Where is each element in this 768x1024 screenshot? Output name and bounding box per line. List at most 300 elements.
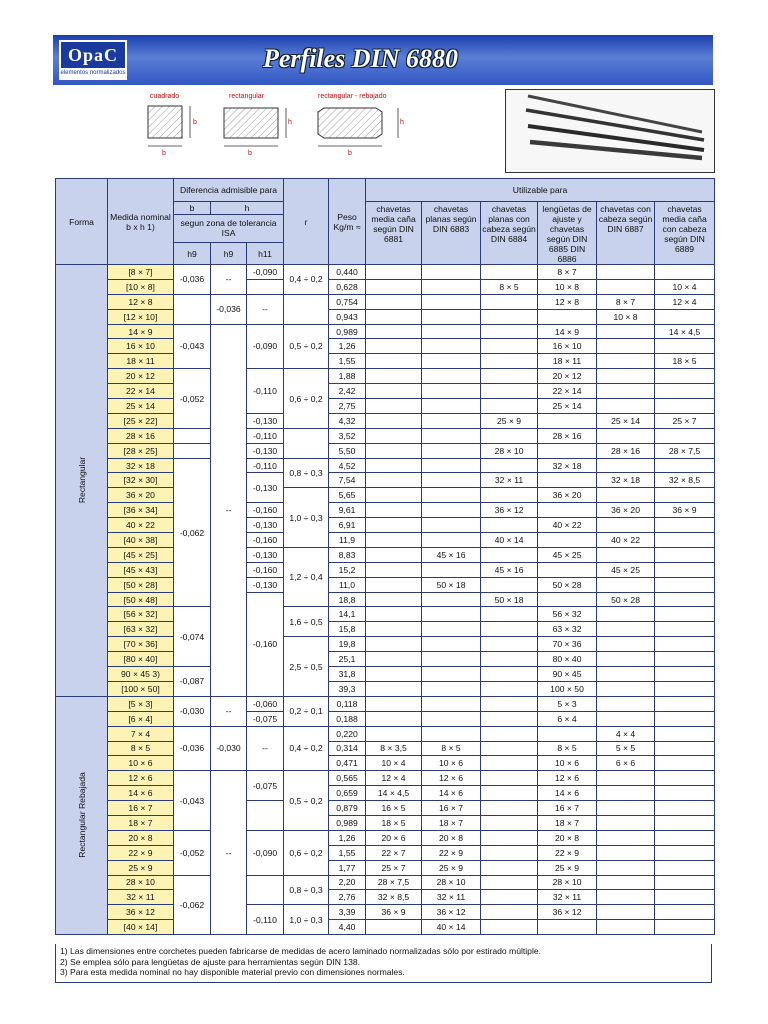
table-row — [56, 905, 715, 920]
din6883-cell — [422, 369, 481, 384]
din6889-cell — [655, 815, 715, 830]
din6884-cell — [481, 458, 538, 473]
din6885-cell — [538, 726, 597, 741]
header-din6883: chavetas planas según DIN 6883 — [422, 202, 481, 265]
table-row — [56, 443, 715, 458]
peso-cell: 0,188 — [329, 711, 366, 726]
table-row — [56, 324, 715, 339]
tolerance-h11-cell — [247, 801, 284, 831]
header-din6889: chavetas media caña con cabeza según DIN 6889 — [655, 202, 715, 265]
header-banner — [53, 35, 713, 85]
din6883-cell — [422, 473, 481, 488]
din6884-cell — [481, 830, 538, 845]
din6885-cell: 18 × 7 — [538, 815, 597, 830]
din6889-cell — [655, 801, 715, 816]
din6885-cell: 63 × 32 — [538, 622, 597, 637]
din6881-cell: 25 × 7 — [366, 860, 422, 875]
medida-cell: [56 × 32] — [108, 607, 174, 622]
peso-cell: 25,1 — [329, 652, 366, 667]
din6883-cell: 8 × 5 — [422, 741, 481, 756]
din6884-cell: 36 × 12 — [481, 503, 538, 518]
din6885-cell — [538, 309, 597, 324]
din6884-cell — [481, 309, 538, 324]
medida-cell: [50 × 28] — [108, 577, 174, 592]
tolerance-h9-cell: -- — [211, 771, 247, 935]
din6889-cell: 12 × 4 — [655, 294, 715, 309]
din6885-cell — [538, 443, 597, 458]
table-row — [56, 741, 715, 756]
din6883-cell — [422, 324, 481, 339]
din6887-cell: 10 × 8 — [597, 309, 655, 324]
medida-cell: 12 × 6 — [108, 771, 174, 786]
din6889-cell: 25 × 7 — [655, 413, 715, 428]
din6883-cell — [422, 667, 481, 682]
medida-cell: [45 × 25] — [108, 547, 174, 562]
din6885-cell: 32 × 11 — [538, 890, 597, 905]
din6884-cell — [481, 667, 538, 682]
footnotes — [55, 944, 712, 983]
din6883-cell — [422, 428, 481, 443]
din6885-cell: 28 × 16 — [538, 428, 597, 443]
din6887-cell — [597, 652, 655, 667]
din6889-cell — [655, 592, 715, 607]
header-h9-h: h9 — [211, 243, 247, 265]
tolerance-b-cell — [174, 294, 211, 324]
header-din6884: chavetas planas con cabeza según DIN 6884 — [481, 202, 538, 265]
forma-group-cell — [56, 696, 108, 934]
footnote-1: 1) Las dimensiones entre corchetes pueden fabricarse de medidas de acero laminado normalizadas sólo por estirado múltiple. — [60, 946, 542, 956]
din6887-cell: 8 × 7 — [597, 294, 655, 309]
din6884-cell — [481, 265, 538, 280]
medida-cell: [50 × 48] — [108, 592, 174, 607]
peso-cell: 0,471 — [329, 756, 366, 771]
table-row — [56, 428, 715, 443]
din6884-cell — [481, 920, 538, 935]
din6887-cell — [597, 771, 655, 786]
table-row — [56, 890, 715, 905]
peso-cell: 3,39 — [329, 905, 366, 920]
medida-cell: 22 × 9 — [108, 845, 174, 860]
din6884-cell — [481, 845, 538, 860]
peso-cell: 0,628 — [329, 279, 366, 294]
din6887-cell — [597, 860, 655, 875]
tolerance-h11-cell: -0,090 — [247, 265, 284, 280]
medida-cell: [12 × 10] — [108, 309, 174, 324]
din6885-cell: 18 × 11 — [538, 354, 597, 369]
din6881-cell: 18 × 5 — [366, 815, 422, 830]
din6889-cell — [655, 890, 715, 905]
din6884-cell — [481, 294, 538, 309]
radius-cell: 0,8 ÷ 0,3 — [284, 875, 329, 905]
din6881-cell — [366, 562, 422, 577]
table-row — [56, 652, 715, 667]
tolerance-h11-cell — [247, 875, 284, 905]
medida-cell: 7 × 4 — [108, 726, 174, 741]
din6889-cell — [655, 681, 715, 696]
header-h9-b: h9 — [174, 243, 211, 265]
table-row — [56, 726, 715, 741]
din6884-cell — [481, 696, 538, 711]
peso-cell: 19,8 — [329, 637, 366, 652]
forma-group-label: Rectangular Rebajada — [76, 772, 87, 859]
din6883-cell — [422, 294, 481, 309]
din6884-cell — [481, 652, 538, 667]
medida-cell: [10 × 8] — [108, 279, 174, 294]
din6883-cell: 28 × 10 — [422, 875, 481, 890]
peso-cell: 14,1 — [329, 607, 366, 622]
peso-cell: 1,77 — [329, 860, 366, 875]
din6885-cell: 32 × 18 — [538, 458, 597, 473]
din6885-cell: 8 × 5 — [538, 741, 597, 756]
din6883-cell — [422, 622, 481, 637]
din6883-cell — [422, 309, 481, 324]
medida-cell: 20 × 12 — [108, 369, 174, 384]
din6883-cell: 10 × 6 — [422, 756, 481, 771]
din6883-cell — [422, 518, 481, 533]
din6885-cell — [538, 503, 597, 518]
din6885-cell — [538, 920, 597, 935]
din6883-cell: 18 × 7 — [422, 815, 481, 830]
din6885-cell — [538, 592, 597, 607]
medida-cell: 36 × 20 — [108, 488, 174, 503]
header-h: h — [211, 202, 284, 215]
din6881-cell — [366, 443, 422, 458]
header-din6887: chavetas con cabeza según DIN 6887 — [597, 202, 655, 265]
tolerance-h11-cell: -0,130 — [247, 413, 284, 428]
din6883-cell: 20 × 8 — [422, 830, 481, 845]
tolerance-b-cell: -0,036 — [174, 265, 211, 295]
din6881-cell — [366, 622, 422, 637]
tolerance-h9-cell: -- — [211, 696, 247, 726]
din6889-cell: 14 × 4,5 — [655, 324, 715, 339]
medida-cell: 25 × 9 — [108, 860, 174, 875]
table-row — [56, 265, 715, 280]
din6885-cell: 20 × 8 — [538, 830, 597, 845]
forma-group-cell — [56, 265, 108, 697]
din6883-cell: 45 × 16 — [422, 547, 481, 562]
din6887-cell — [597, 890, 655, 905]
medida-cell: 18 × 11 — [108, 354, 174, 369]
peso-cell: 5,50 — [329, 443, 366, 458]
tolerance-h9-cell: -0,036 — [211, 294, 247, 324]
tolerance-h11-cell: -0,110 — [247, 369, 284, 414]
table-row — [56, 607, 715, 622]
header-zona: segun zona de tolerancia ISA — [174, 214, 284, 243]
medida-cell: [100 × 50] — [108, 681, 174, 696]
din6885-cell — [538, 473, 597, 488]
din6887-cell — [597, 399, 655, 414]
din6881-cell — [366, 711, 422, 726]
table-row — [56, 473, 715, 488]
tolerance-b-cell — [174, 428, 211, 443]
dim-h-rect: h — [288, 119, 292, 126]
din6881-cell — [366, 518, 422, 533]
din6889-cell — [655, 607, 715, 622]
peso-cell: 15,2 — [329, 562, 366, 577]
tolerance-h11-cell: -0,160 — [247, 562, 284, 577]
din6885-cell — [538, 562, 597, 577]
peso-cell: 0,943 — [329, 309, 366, 324]
din6881-cell: 32 × 8,5 — [366, 890, 422, 905]
table-row — [56, 399, 715, 414]
din6887-cell: 36 × 20 — [597, 503, 655, 518]
din6883-cell — [422, 592, 481, 607]
din6885-cell: 90 × 45 — [538, 667, 597, 682]
tolerance-b-cell: -0,052 — [174, 369, 211, 429]
din6885-cell: 5 × 3 — [538, 696, 597, 711]
medida-cell: 40 × 22 — [108, 518, 174, 533]
medida-cell: [25 × 22] — [108, 413, 174, 428]
tolerance-b-cell: -0,043 — [174, 771, 211, 831]
tolerance-h11-cell: -- — [247, 294, 284, 324]
medida-cell: [70 × 36] — [108, 637, 174, 652]
table-row — [56, 547, 715, 562]
din6887-cell — [597, 667, 655, 682]
profile-shapes-diagram — [140, 100, 420, 158]
header-din6885: lengüetas de ajuste y chavetas según DIN 6885 DIN 6886 — [538, 202, 597, 265]
shape-label-rebajado: rectangular - rebajado — [318, 93, 387, 100]
din6889-cell — [655, 771, 715, 786]
din6885-cell: 28 × 10 — [538, 875, 597, 890]
din6884-cell — [481, 488, 538, 503]
table-row — [56, 771, 715, 786]
peso-cell: 15,8 — [329, 622, 366, 637]
din6881-cell — [366, 354, 422, 369]
medida-cell: [32 × 30] — [108, 473, 174, 488]
tolerance-b-cell: -0,074 — [174, 607, 211, 667]
din6884-cell — [481, 681, 538, 696]
tolerance-h11-cell: -0,160 — [247, 592, 284, 696]
header-forma: Forma — [56, 179, 108, 265]
din6885-cell — [538, 533, 597, 548]
din6887-cell — [597, 547, 655, 562]
tolerance-b-cell: -0,087 — [174, 667, 211, 697]
peso-cell: 1,26 — [329, 339, 366, 354]
dim-b-rebated: b — [348, 150, 352, 157]
din6884-cell — [481, 354, 538, 369]
radius-cell: 0,4 ÷ 0,2 — [284, 726, 329, 771]
table-row — [56, 830, 715, 845]
din6884-cell: 32 × 11 — [481, 473, 538, 488]
din6884-cell: 25 × 9 — [481, 413, 538, 428]
table-row — [56, 756, 715, 771]
din6883-cell: 12 × 6 — [422, 771, 481, 786]
radius-cell: 1,0 ÷ 0,3 — [284, 488, 329, 548]
din6883-cell — [422, 726, 481, 741]
din6887-cell — [597, 622, 655, 637]
din6887-cell — [597, 339, 655, 354]
din6881-cell — [366, 279, 422, 294]
din6881-cell — [366, 339, 422, 354]
din6889-cell — [655, 265, 715, 280]
din6881-cell: 28 × 7,5 — [366, 875, 422, 890]
rectangular-profile — [224, 108, 292, 157]
shape-label-cuadrado: cuadrado — [150, 93, 180, 100]
din6889-cell — [655, 711, 715, 726]
din6889-cell — [655, 562, 715, 577]
tolerance-h11-cell — [247, 279, 284, 294]
table-row — [56, 681, 715, 696]
din6881-cell — [366, 265, 422, 280]
din6887-cell — [597, 369, 655, 384]
din6883-cell — [422, 652, 481, 667]
din6889-cell — [655, 637, 715, 652]
din6887-cell: 32 × 18 — [597, 473, 655, 488]
din6883-cell: 22 × 9 — [422, 845, 481, 860]
din6884-cell — [481, 369, 538, 384]
table-row — [56, 592, 715, 607]
din6885-cell: 25 × 9 — [538, 860, 597, 875]
radius-cell: 0,2 ÷ 0,1 — [284, 696, 329, 726]
din6889-cell — [655, 860, 715, 875]
din6881-cell — [366, 413, 422, 428]
din6889-cell — [655, 696, 715, 711]
din6885-cell: 16 × 10 — [538, 339, 597, 354]
table-row — [56, 786, 715, 801]
medida-cell: 14 × 6 — [108, 786, 174, 801]
peso-cell: 18,8 — [329, 592, 366, 607]
din6887-cell — [597, 279, 655, 294]
header-medida: Medida nominal b x h 1) — [108, 179, 174, 265]
din6889-cell — [655, 875, 715, 890]
peso-cell: 1,55 — [329, 354, 366, 369]
din6884-cell — [481, 384, 538, 399]
din6885-cell: 22 × 9 — [538, 845, 597, 860]
din6883-cell — [422, 488, 481, 503]
din6883-cell — [422, 413, 481, 428]
din6889-cell — [655, 845, 715, 860]
din6884-cell — [481, 726, 538, 741]
header-peso: Peso Kg/m ≈ — [329, 179, 366, 265]
radius-cell: 1,2 ÷ 0,4 — [284, 547, 329, 607]
din6884-cell — [481, 339, 538, 354]
din6884-cell — [481, 607, 538, 622]
din6885-cell: 10 × 8 — [538, 279, 597, 294]
table-row — [56, 279, 715, 294]
din6887-cell — [597, 920, 655, 935]
peso-cell: 2,42 — [329, 384, 366, 399]
din6889-cell — [655, 652, 715, 667]
din6889-cell — [655, 667, 715, 682]
din6884-cell — [481, 801, 538, 816]
din6881-cell — [366, 324, 422, 339]
medida-cell: 18 × 7 — [108, 815, 174, 830]
peso-cell: 0,220 — [329, 726, 366, 741]
table-row — [56, 815, 715, 830]
din6889-cell: 18 × 5 — [655, 354, 715, 369]
din6883-cell: 50 × 18 — [422, 577, 481, 592]
din6885-cell: 70 × 36 — [538, 637, 597, 652]
din6884-cell — [481, 890, 538, 905]
din6885-cell: 22 × 14 — [538, 384, 597, 399]
din6884-cell — [481, 771, 538, 786]
din6883-cell — [422, 458, 481, 473]
din6887-cell — [597, 637, 655, 652]
din6881-cell — [366, 533, 422, 548]
din6887-cell — [597, 428, 655, 443]
radius-cell: 0,5 ÷ 0,2 — [284, 771, 329, 831]
din6881-cell — [366, 384, 422, 399]
product-photo — [505, 89, 715, 173]
tolerance-h11-cell: -0,075 — [247, 711, 284, 726]
din6887-cell: 6 × 6 — [597, 756, 655, 771]
din6889-cell — [655, 533, 715, 548]
din6885-cell: 50 × 28 — [538, 577, 597, 592]
peso-cell: 11,0 — [329, 577, 366, 592]
din6884-cell — [481, 786, 538, 801]
din6883-cell — [422, 443, 481, 458]
din6884-cell — [481, 324, 538, 339]
din6883-cell: 40 × 14 — [422, 920, 481, 935]
din6881-cell — [366, 458, 422, 473]
table-row — [56, 503, 715, 518]
peso-cell: 0,659 — [329, 786, 366, 801]
logo-subtitle: elementos normalizados — [60, 70, 126, 76]
peso-cell: 2,20 — [329, 875, 366, 890]
din6884-cell: 40 × 14 — [481, 533, 538, 548]
din6883-cell — [422, 681, 481, 696]
din6889-cell — [655, 547, 715, 562]
medida-cell: [63 × 32] — [108, 622, 174, 637]
peso-cell: 11,9 — [329, 533, 366, 548]
radius-cell: 0,5 ÷ 0,2 — [284, 324, 329, 369]
din6889-cell: 32 × 8,5 — [655, 473, 715, 488]
peso-cell: 1,26 — [329, 830, 366, 845]
din6881-cell — [366, 428, 422, 443]
din6885-cell: 14 × 6 — [538, 786, 597, 801]
din6889-cell — [655, 518, 715, 533]
header-din6881: chavetas media caña según DIN 6881 — [366, 202, 422, 265]
medida-cell: 32 × 11 — [108, 890, 174, 905]
din6884-cell: 28 × 10 — [481, 443, 538, 458]
din6887-cell — [597, 324, 655, 339]
din6881-cell: 8 × 3,5 — [366, 741, 422, 756]
din6883-cell — [422, 265, 481, 280]
table-row — [56, 696, 715, 711]
peso-cell: 4,40 — [329, 920, 366, 935]
medida-cell: [45 × 43] — [108, 562, 174, 577]
din6889-cell — [655, 920, 715, 935]
square-profile — [148, 106, 197, 157]
tolerance-h11-cell: -0,130 — [247, 473, 284, 503]
din6883-cell — [422, 711, 481, 726]
profiles-table-body — [56, 265, 715, 935]
shape-label-rectangular: rectangular — [229, 93, 265, 100]
din6889-cell — [655, 830, 715, 845]
din6884-cell — [481, 399, 538, 414]
din6887-cell: 45 × 25 — [597, 562, 655, 577]
din6889-cell — [655, 741, 715, 756]
header-r: r — [284, 179, 329, 265]
peso-cell: 7,54 — [329, 473, 366, 488]
din6883-cell — [422, 279, 481, 294]
dim-b-square: b — [162, 150, 166, 157]
table-row — [56, 369, 715, 384]
radius-cell: 0,6 ÷ 0,2 — [284, 830, 329, 875]
din6885-cell: 8 × 7 — [538, 265, 597, 280]
din6884-cell — [481, 547, 538, 562]
din6887-cell: 4 × 4 — [597, 726, 655, 741]
din6883-cell: 36 × 12 — [422, 905, 481, 920]
medida-cell: 32 × 18 — [108, 458, 174, 473]
din6887-cell: 40 × 22 — [597, 533, 655, 548]
medida-cell: [28 × 25] — [108, 443, 174, 458]
logo-text: OpaC — [61, 42, 125, 68]
peso-cell: 39,3 — [329, 681, 366, 696]
peso-cell: 1,88 — [329, 369, 366, 384]
peso-cell: 0,989 — [329, 324, 366, 339]
table-row — [56, 339, 715, 354]
